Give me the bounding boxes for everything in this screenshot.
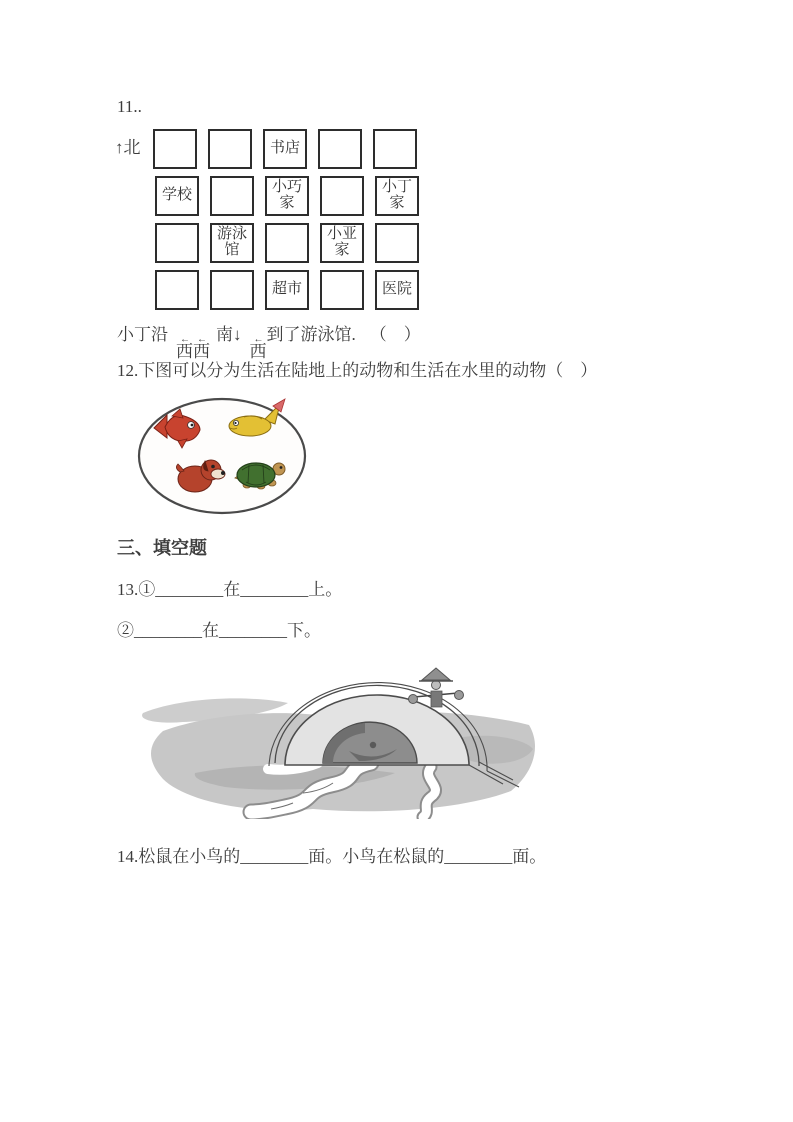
question-11-number: 11.. — [117, 97, 142, 116]
q14-part3: 面。 — [512, 847, 547, 866]
map-cell-hospital: 医院 — [375, 270, 419, 310]
map-cell — [320, 176, 364, 216]
north-indicator: ↑北 — [115, 138, 141, 157]
fill-blank: ________ — [219, 621, 287, 640]
fill-blank: ________ — [240, 847, 309, 866]
map-cell — [320, 270, 364, 310]
west-char: 西 — [193, 342, 210, 361]
map-grid-row — [155, 270, 419, 310]
west-with-arrow — [176, 336, 193, 361]
map-cell — [208, 129, 252, 169]
west-char: 西 — [176, 342, 193, 361]
map-cell-school: 学校 — [155, 176, 199, 216]
left-arrow-icon: ← — [197, 334, 206, 345]
bridge-illustration — [133, 651, 545, 819]
map-cell-swimming-pool: 游泳馆 — [210, 223, 254, 263]
map-cell — [318, 129, 362, 169]
map-cell-xiaoqiao-home: 小巧家 — [265, 176, 309, 216]
map-cell-xiaoya-home: 小亚家 — [320, 223, 364, 263]
fill-blank: ________ — [155, 580, 224, 599]
map-cell-bookstore: 书店 — [263, 129, 307, 169]
q13-line2-mid: 在 — [202, 621, 219, 640]
q14-part2: 面。小鸟在松鼠的 — [308, 847, 445, 866]
map-cell — [155, 270, 199, 310]
left-arrow-icon: ← — [180, 334, 189, 345]
map-grid — [153, 129, 419, 317]
q13-line1-number: 13.① — [117, 580, 156, 599]
fill-blank: ________ — [444, 847, 513, 866]
map-cell — [153, 129, 197, 169]
fill-blank: ________ — [240, 580, 309, 599]
fill-blank: ________ — [134, 621, 202, 640]
map-cell — [373, 129, 417, 169]
question-11-statement — [117, 324, 421, 361]
south-with-arrow: 南↓ — [216, 325, 242, 344]
person-on-bridge-icon — [409, 668, 464, 707]
statement-prefix: 小丁沿 — [117, 325, 168, 344]
west-with-arrow — [193, 336, 210, 361]
q13-line1-end: 上。 — [308, 580, 343, 599]
map-grid-row — [155, 176, 419, 216]
oval-outline — [139, 399, 305, 513]
question-13-line-2 — [117, 620, 321, 641]
animals-oval-image — [136, 396, 308, 518]
left-arrow-icon: ← — [253, 334, 263, 345]
map-cell-xiaoding-home: 小丁家 — [375, 176, 419, 216]
q13-line1-mid: 在 — [223, 580, 241, 599]
statement-suffix: 到了游泳馆. — [266, 325, 356, 344]
map-cell — [155, 223, 199, 263]
map-cell — [265, 223, 309, 263]
map-cell — [210, 270, 254, 310]
west-with-arrow — [250, 336, 267, 361]
map-cell — [375, 223, 419, 263]
map-grid-row — [153, 129, 419, 169]
answer-parentheses: （ ） — [369, 325, 421, 344]
west-char: 西 — [249, 342, 267, 361]
q13-line2-number: ② — [117, 621, 134, 640]
q13-line2-end: 下。 — [287, 621, 321, 640]
question-12-text: 12.下图可以分为生活在陆地上的动物和生活在水里的动物（ ） — [117, 361, 598, 380]
map-cell-supermarket: 超市 — [265, 270, 309, 310]
q14-part1: 14.松鼠在小鸟的 — [117, 847, 241, 866]
map-grid-row — [155, 223, 419, 263]
question-14-text — [117, 846, 546, 867]
question-13-line-1 — [117, 579, 342, 600]
section-three-title: 三、填空题 — [117, 538, 207, 558]
map-cell — [210, 176, 254, 216]
